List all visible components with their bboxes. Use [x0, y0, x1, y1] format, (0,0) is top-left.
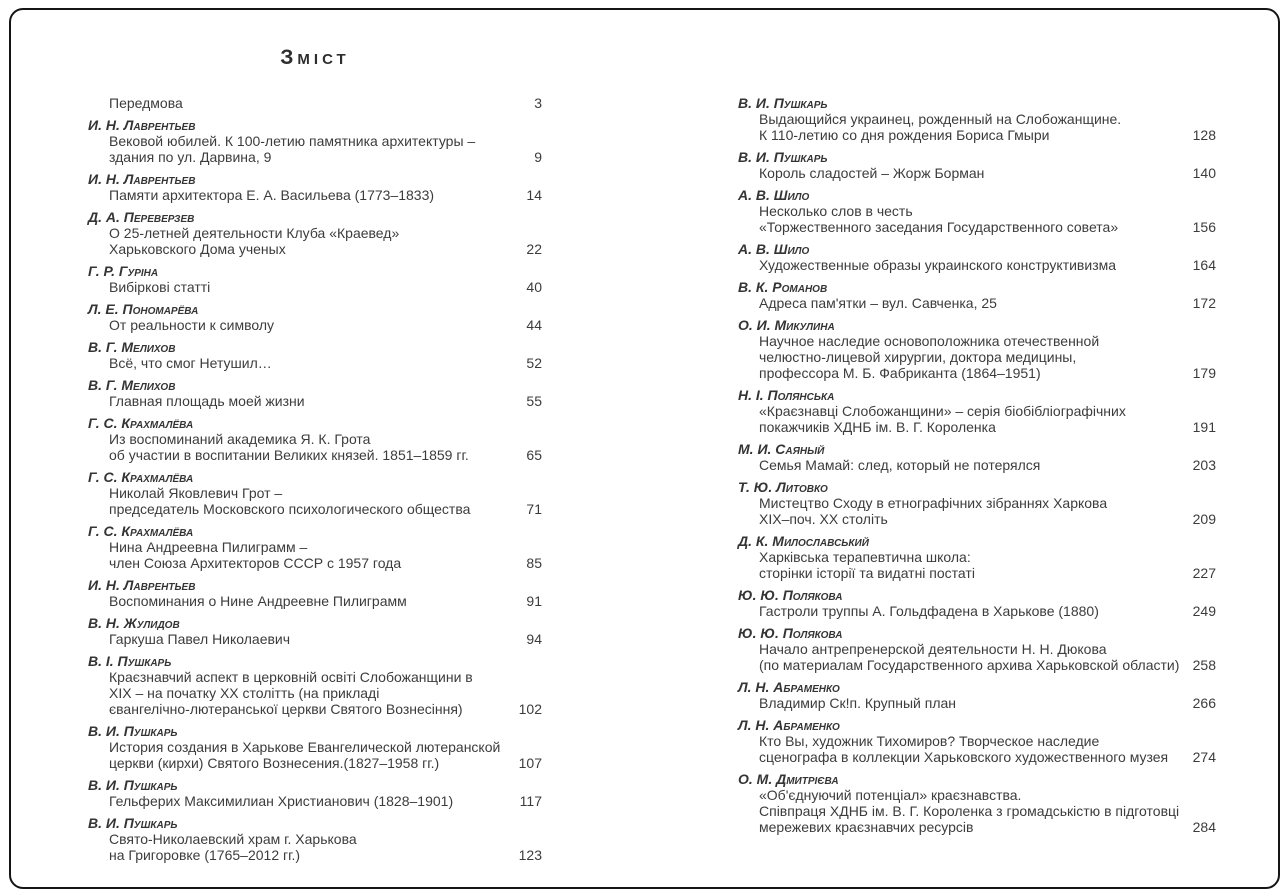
entry-author: Н. І. Полянська	[738, 387, 835, 403]
toc-entry	[738, 95, 1216, 143]
entry-page-number: 249	[1192, 603, 1216, 619]
toc-entry	[738, 479, 1216, 527]
toc-entry	[738, 187, 1216, 235]
toc-entry	[88, 117, 542, 165]
entry-author: Л. Н. Абраменко	[738, 679, 840, 695]
entry-title-line: Владимир Ск!п. Крупный план	[759, 695, 957, 711]
entry-title	[88, 669, 511, 717]
entry-page-number: 164	[1192, 257, 1216, 273]
entry-title-line: История создания в Харькове Евангелической лютеранской	[109, 739, 501, 755]
entry-author: Д. А. Переверзев	[88, 209, 195, 225]
entry-title	[88, 95, 526, 111]
entry-title-line: покажчиків ХДНБ ім. В. Г. Короленка	[759, 419, 996, 435]
entry-page-number: 40	[526, 279, 542, 295]
entry-title	[88, 485, 518, 517]
entry-title	[738, 257, 1185, 273]
entry-title	[738, 111, 1185, 143]
entry-author: В. И. Пушкарь	[738, 149, 828, 165]
entry-page-number: 94	[526, 631, 542, 647]
entry-author: В. К. Романов	[738, 279, 828, 295]
entry-page-number: 14	[526, 187, 542, 203]
entry-title	[738, 333, 1185, 381]
entry-title	[738, 603, 1185, 619]
entry-title-line: Всё, что смог Нетушил…	[109, 355, 272, 371]
entry-title-line: на Григоровке (1765–2012 гг.)	[109, 847, 301, 863]
entry-page-number: 102	[518, 701, 542, 717]
entry-page-number: 71	[526, 501, 542, 517]
entry-author: В. Г. Мелихов	[88, 339, 176, 355]
entry-title-line: Гаркуша Павел Николаевич	[109, 631, 291, 647]
entry-author: Г. С. Крахмалёва	[88, 469, 194, 485]
entry-title-line: (по материалам Государственного архива Харьковской области)	[759, 657, 1180, 673]
entry-title-line: Кто Вы, художник Тихомиров? Творческое наследие	[759, 733, 1100, 749]
entry-title	[88, 739, 511, 771]
toc-entry	[88, 577, 542, 609]
entry-author: В. Г. Мелихов	[88, 377, 176, 393]
entry-author: Т. Ю. Литовко	[738, 479, 828, 495]
entry-title-line: Харьковского Дома ученых	[109, 241, 286, 257]
entry-title-line: Вибіркові статті	[109, 279, 211, 295]
toc-entry	[88, 171, 542, 203]
entry-page-number: 191	[1192, 419, 1216, 435]
toc-entry	[738, 279, 1216, 311]
entry-page-number: 44	[526, 317, 542, 333]
entry-title	[88, 431, 518, 463]
entry-page-number: 227	[1192, 565, 1216, 581]
entry-page-number: 258	[1192, 657, 1216, 673]
entry-title-line: Гастроли труппы А. Гольдфадена в Харькове (1880)	[759, 603, 1099, 619]
entry-page-number: 123	[518, 847, 542, 863]
entry-title	[88, 593, 518, 609]
entry-author: Ю. Ю. Полякова	[738, 587, 843, 603]
toc-entry	[88, 815, 542, 863]
entry-title	[88, 225, 518, 257]
entry-title	[738, 549, 1185, 581]
entry-author: В. И. Пушкарь	[88, 777, 178, 793]
toc-entry	[738, 717, 1216, 765]
entry-author: И. Н. Лаврентьев	[88, 117, 196, 133]
entry-title-line: Краєзнавчий аспект в церковній освіті Слобожанщини в	[109, 669, 473, 685]
entry-title-line: Николай Яковлевич Грот –	[109, 485, 283, 501]
toc-entry	[88, 377, 542, 409]
entry-page-number: 266	[1192, 695, 1216, 711]
entry-title-line: XIX – на початку XX столітть (на прикладі	[109, 685, 380, 701]
entry-title	[88, 133, 526, 165]
entry-author: О. И. Микулина	[738, 317, 835, 333]
entry-title-line: здания по ул. Дарвина, 9	[109, 149, 272, 165]
entry-title-line: сценографа в коллекции Харьковского художественного музея	[759, 749, 1169, 765]
entry-title-line: Нина Андреевна Пилиграмм –	[109, 539, 308, 555]
entry-title	[738, 787, 1185, 835]
entry-page-number: 179	[1192, 365, 1216, 381]
entry-title-line: Памяти архитектора Е. А. Васильева (1773–1833)	[109, 187, 435, 203]
entry-page-number: 52	[526, 355, 542, 371]
entry-author: А. В. Шило	[738, 187, 810, 203]
entry-title-line: Художественные образы украинского конструктивизма	[759, 257, 1117, 273]
entry-author: И. Н. Лаврентьев	[88, 171, 196, 187]
entry-page-number: 209	[1192, 511, 1216, 527]
entry-title	[738, 457, 1185, 473]
entry-page-number: 128	[1192, 127, 1216, 143]
entry-title	[88, 393, 518, 409]
toc-entry	[88, 523, 542, 571]
entry-title-line: Несколько слов в честь	[759, 203, 913, 219]
entry-page-number: 140	[1192, 165, 1216, 181]
entry-title-line: Из воспоминаний академика Я. К. Грота	[109, 431, 371, 447]
entry-page-number: 55	[526, 393, 542, 409]
entry-title	[738, 733, 1185, 765]
entry-title-line: Воспоминания о Нине Андреевне Пилиграмм	[109, 593, 407, 609]
entry-title-line: Харківська терапевтична школа:	[759, 549, 971, 565]
entry-page-number: 107	[518, 755, 542, 771]
entry-author: Л. Е. Пономарёва	[88, 301, 199, 317]
entry-title	[88, 793, 512, 809]
entry-title-line: XIX–поч. XX століть	[759, 511, 888, 527]
entry-page-number: 65	[526, 447, 542, 463]
entry-title-line: челюстно-лицевой хирургии, доктора медицины,	[759, 349, 1077, 365]
entry-title-line: Вековой юбилей. К 100-летию памятника архитектуры –	[109, 133, 476, 149]
entry-page-number: 3	[534, 95, 542, 111]
entry-author: В. И. Пушкарь	[738, 95, 828, 111]
toc-entry	[88, 415, 542, 463]
entry-page-number: 9	[534, 149, 542, 165]
toc-entry	[738, 317, 1216, 381]
entry-page-number: 284	[1192, 819, 1216, 835]
entry-title	[88, 317, 518, 333]
entry-page-number: 85	[526, 555, 542, 571]
entry-title-line: Передмова	[109, 95, 183, 111]
entry-title	[738, 203, 1185, 235]
toc-entry	[738, 625, 1216, 673]
entry-title	[88, 355, 518, 371]
entry-author: Д. К. Милославський	[738, 533, 869, 549]
entry-title-line: Адреса пам'ятки – вул. Савченка, 25	[759, 295, 997, 311]
entry-title-line: О 25-летней деятельности Клуба «Краевед»	[109, 225, 400, 241]
entry-title-line: Начало антрепренерской деятельности Н. Н. Дюкова	[759, 641, 1107, 657]
toc-entry	[88, 615, 542, 647]
entry-author: А. В. Шило	[738, 241, 810, 257]
entry-title	[88, 279, 518, 295]
entry-author: В. И. Пушкарь	[88, 723, 178, 739]
toc-entry	[88, 653, 542, 717]
entry-title-line: Выдающийся украинец, рожденный на Слобожанщине.	[759, 111, 1122, 127]
entry-title-line: Гельферих Максимилиан Христианович (1828–1901)	[109, 793, 454, 809]
entry-title-line: Главная площадь моей жизни	[109, 393, 305, 409]
entry-title	[738, 165, 1185, 181]
entry-author: И. Н. Лаврентьев	[88, 577, 196, 593]
toc-entry	[738, 679, 1216, 711]
toc-entry	[738, 149, 1216, 181]
entry-title	[738, 295, 1185, 311]
entry-title-line: сторінки історії та видатні постаті	[759, 565, 975, 581]
entry-title-line: Мистецтво Сходу в етнографічних зібраннях Харкова	[759, 495, 1108, 511]
toc-entry	[88, 723, 542, 771]
toc-entry	[88, 339, 542, 371]
entry-title-line: «Торжественного заседания Государственного совета»	[759, 219, 1119, 235]
entry-page-number: 156	[1192, 219, 1216, 235]
entry-title-line: От реальности к символу	[109, 317, 275, 333]
entry-title-line: председатель Московского психологического общества	[109, 501, 471, 517]
toc-entry	[88, 469, 542, 517]
entry-title-line: Семья Мамай: след, который не потерялся	[759, 457, 1041, 473]
entry-title	[738, 403, 1185, 435]
entry-author: Г. С. Крахмалёва	[88, 523, 194, 539]
entry-title-line: Свято-Николаевский храм г. Харькова	[109, 831, 357, 847]
entry-page-number: 22	[526, 241, 542, 257]
toc-entry	[88, 301, 542, 333]
entry-title	[738, 495, 1185, 527]
toc-entry	[88, 263, 542, 295]
toc-entry	[738, 241, 1216, 273]
toc-entry	[738, 387, 1216, 435]
entry-title-line: «Краєзнавці Слобожанщини» – серія біобібліографічних	[759, 403, 1126, 419]
entry-page-number: 274	[1192, 749, 1216, 765]
toc-entry	[738, 771, 1216, 835]
entry-title-line: «Об'єднуючий потенціал» краєзнавства.	[759, 787, 1022, 803]
toc-column-right	[738, 95, 1216, 841]
entry-title-line: євангелічно-лютеранської церкви Святого Вознесіння)	[109, 701, 463, 717]
toc-entry	[738, 441, 1216, 473]
entry-page-number: 91	[526, 593, 542, 609]
entry-title	[738, 641, 1185, 673]
entry-title-line: профессора М. Б. Фабриканта (1864–1951)	[759, 365, 1041, 381]
entry-page-number: 203	[1192, 457, 1216, 473]
entry-title	[88, 539, 518, 571]
entry-author: Г. С. Крахмалёва	[88, 415, 194, 431]
toc-entry	[88, 777, 542, 809]
entry-author: В. И. Пушкарь	[88, 815, 178, 831]
entry-title-line: К 110-летию со дня рождения Бориса Гмыри	[759, 127, 1050, 143]
entry-title-line: Научное наследие основоположника отечественной	[759, 333, 1100, 349]
entry-page-number: 172	[1192, 295, 1216, 311]
toc-entry	[88, 209, 542, 257]
entry-title-line: мережевих краєзнавчих ресурсів	[759, 819, 974, 835]
entry-author: В. І. Пушкарь	[88, 653, 172, 669]
entry-title-line: об участии в воспитании Великих князей. 1851–1859 гг.	[109, 447, 469, 463]
page-title: Зміст	[280, 46, 350, 69]
toc-entry	[738, 533, 1216, 581]
entry-title-line: член Союза Архитекторов СССР с 1957 года	[109, 555, 402, 571]
entry-title-line: Співпраця ХДНБ ім. В. Г. Короленка з громадськістю в підготовці	[759, 803, 1180, 819]
toc-entry	[738, 587, 1216, 619]
toc-column-left	[88, 95, 542, 869]
entry-title	[88, 631, 518, 647]
entry-page-number: 117	[519, 793, 542, 809]
entry-title	[738, 695, 1185, 711]
toc-entry	[88, 95, 542, 111]
entry-title-line: Король сладостей – Жорж Борман	[759, 165, 985, 181]
entry-title-line: церкви (кирхи) Святого Вознесения.(1827–1958 гг.)	[109, 755, 440, 771]
entry-author: Ю. Ю. Полякова	[738, 625, 843, 641]
entry-author: М. И. Саяный	[738, 441, 825, 457]
entry-author: Г. Р. Гуріна	[88, 263, 159, 279]
entry-author: О. М. Дмитрієва	[738, 771, 839, 787]
entry-title	[88, 187, 518, 203]
entry-title	[88, 831, 511, 863]
entry-author: В. Н. Жулидов	[88, 615, 180, 631]
entry-author: Л. Н. Абраменко	[738, 717, 840, 733]
